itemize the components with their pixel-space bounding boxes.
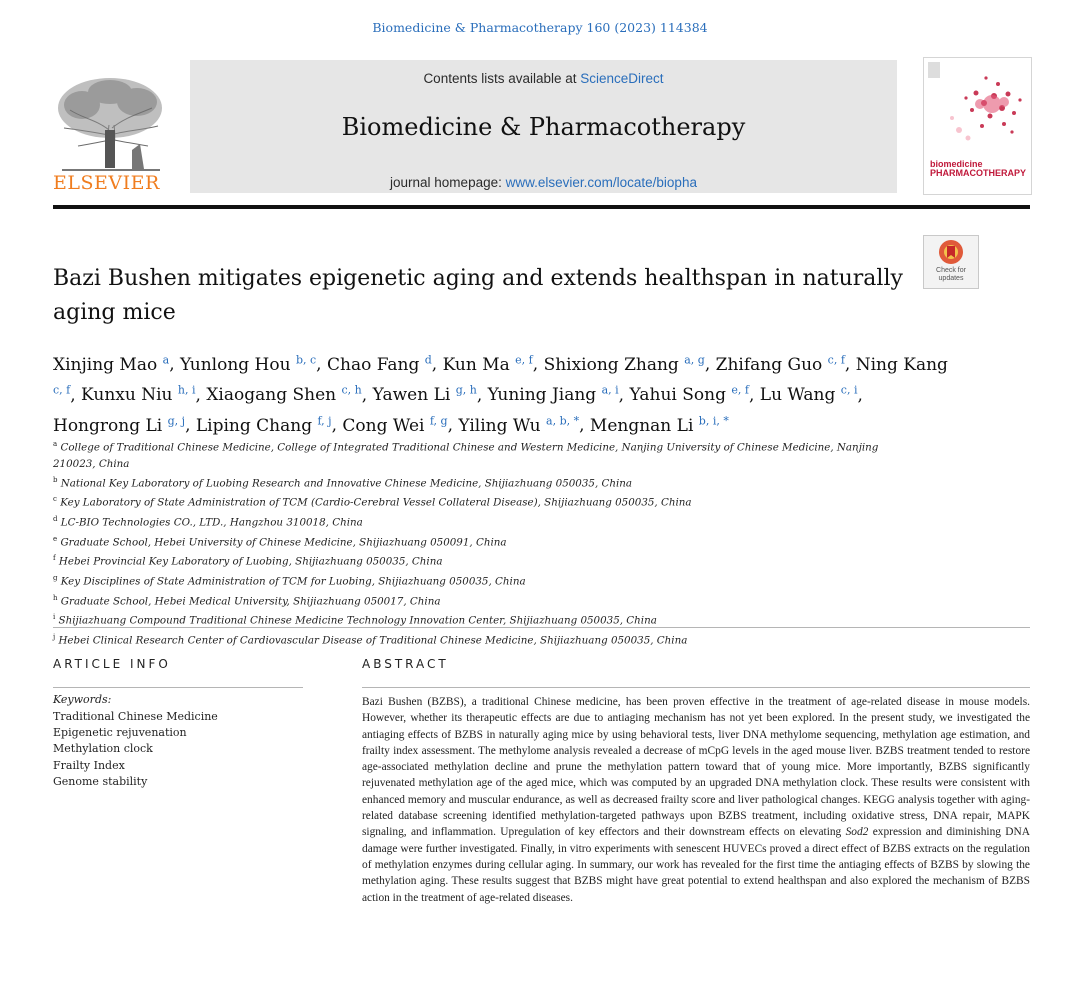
author-name[interactable] [53, 355, 169, 375]
author-name[interactable] [629, 385, 748, 405]
author-name-text[interactable]: Yiling Wu [458, 415, 541, 436]
header-divider [53, 205, 1030, 209]
author-affiliation-marker[interactable]: c, f [53, 383, 71, 397]
check-updates-line2: updates [938, 275, 964, 282]
section-divider [53, 627, 1030, 628]
cover-title-line2: PHARMACOTHERAPY [930, 168, 1027, 178]
affiliation-item [53, 629, 913, 649]
author-name-text[interactable]: Hongrong Li [53, 415, 163, 436]
author-name-text[interactable]: Cong Wei [342, 415, 425, 436]
affiliation-key: i [53, 613, 56, 622]
affiliation-item [53, 550, 913, 570]
affiliation-item [53, 511, 913, 531]
affiliation-text: Shijiazhuang Compound Traditional Chinese Medicine Technology Innovation Center, Shijiazhuang 050035, China [58, 614, 657, 627]
abstract-part2: expression and diminishing DNA damage were further investigated. Finally, in vitro experiments with senescent HUVECs proved a direct effect of BZBS extracts on the regulation of methylation enzymes during cellular aging. In summary, our work has revealed for the first time the antiaging effects of BZBS by slowing the methylation aging. These results suggest that BZBS might have great potential to extend healthspan and also explored the mechanism of BZBS action in the treatment of age-related diseases. [362, 826, 1030, 904]
author-name-text[interactable]: Xiaogang Shen [206, 385, 337, 406]
journal-cover-image[interactable] [923, 57, 1032, 195]
author-affiliation-marker[interactable]: a, g [684, 353, 705, 366]
abstract-part1: Bazi Bushen (BZBS), a traditional Chinese medicine, has been proven effective in the treatment of age-related disease in mouse models. However, whether its therapeutic effects are due to antiaging mechanism has not yet been explored. In the present study, we investigated the antiaging effects of BZBS in naturally aging mice by using behavioral tests, liver DNA methylome sequencing, methylation age estimation, and frailty index assessment. The methylome analysis revealed a decrease of mCpG levels in the aged mouse liver. BZBS treatment tended to restore age-associated methylation decline and prune the methylation pattern toward that of young mice. More importantly, BZBS significantly rejuvenated methylation age of the aged mice, which was computed by an upgraded DNA methylation clock. These results were consistent with enhanced memory and muscular endurance, as well as decreased frailty score and liver pathological changes. KEGG analysis together with aging-related database screening identified methylation-targeted pathways upon BZBS treatment, including oxidative stress, DNA repair, MAPK signaling, and inflammation. Upregulation of key effectors and their downstream effects on elevating [362, 696, 1030, 839]
affiliation-key: g [53, 573, 58, 582]
affiliation-text: Hebei Clinical Research Center of Cardiovascular Disease of Traditional Chinese Medicine, Shijiazhuang 050035, China [58, 634, 688, 647]
check-for-updates-badge[interactable] [923, 235, 979, 289]
author-name-text[interactable]: Kunxu Niu [81, 385, 173, 406]
author-affiliation-marker[interactable]: d [424, 353, 432, 366]
affiliation-text: LC-BIO Technologies CO., LTD., Hangzhou 310018, China [60, 516, 363, 529]
author-list: Xinjing Mao $^a$, Yunlong Hou $^{b, c}$, Chao Fang $^d$, Kun Ma $^{e, f}$, Shixiong Zhang $^{a, g}$, Zhifang Guo $^{c, f}$, Ning Kang $^{c, f}$, Kunxu Niu $^{h, i}$, Xiaogang Shen $^{c, h}$, Yawen Li $^{g, h}$, Yuning Jiang $^{a, i}$, Yahui Song $^{e, f}$, Lu Wang $^{c, i}$, Hongrong Li $^{g, j}$, Liping Chang $^{f, j}$, Cong Wei $^{f, g}$, Yiling Wu $^{a, b, *}$, Mengnan Li $^{b, i, *}$ [53, 353, 948, 436]
author-affiliation-marker[interactable]: c, h [341, 383, 362, 397]
affiliation-item [53, 590, 913, 610]
homepage-prefix: journal homepage: [390, 175, 506, 190]
contents-line [190, 71, 897, 86]
affiliation-item [53, 491, 913, 511]
keyword-item[interactable]: Genome stability [53, 774, 148, 788]
author-affiliation-marker[interactable]: f, j [317, 414, 332, 428]
keyword-item[interactable]: Epigenetic rejuvenation [53, 726, 187, 740]
affiliation-key: f [53, 554, 56, 563]
author-affiliation-marker[interactable]: b, i, * [698, 414, 729, 428]
author-name[interactable] [544, 355, 705, 375]
author-name[interactable] [716, 355, 845, 375]
affiliation-key: e [53, 534, 58, 543]
affiliation-text: Key Laboratory of State Administration of TCM (Cardio-Cerebral Vessel Collateral Disease), Shijiazhuang 050035, China [60, 496, 692, 509]
affiliation-key: b [53, 475, 58, 484]
check-updates-label [924, 267, 978, 283]
affiliation-text: National Key Laboratory of Luobing Research and Innovative Chinese Medicine, Shijiazhuang 050035, China [60, 477, 633, 490]
affiliation-key: c [53, 495, 57, 504]
author-affiliation-marker[interactable]: h, i [177, 383, 196, 397]
author-name[interactable] [180, 355, 316, 375]
author-affiliation-marker[interactable]: f, g [429, 414, 448, 428]
affiliation-key: d [53, 515, 58, 524]
author-affiliation-marker[interactable]: e, f [515, 353, 533, 366]
author-name-text[interactable]: Mengnan Li [589, 415, 694, 436]
check-updates-icon [924, 236, 978, 266]
author-name[interactable] [458, 416, 579, 436]
author-name[interactable] [327, 355, 432, 375]
abstract-rule [362, 687, 1030, 688]
cover-pattern [924, 58, 1031, 158]
affiliation-text: College of Traditional Chinese Medicine, College of Integrated Traditional Chinese and Western Medicine, Nanjing University of Chinese Medicine, Nanjing 210023, China [53, 441, 879, 470]
affiliation-text: Graduate School, Hebei Medical University, Shijiazhuang 050017, China [60, 595, 441, 607]
author-name[interactable] [590, 416, 729, 436]
author-affiliation-marker[interactable]: c, i [840, 383, 858, 397]
author-name[interactable] [53, 416, 185, 436]
author-affiliation-marker[interactable]: a, i [601, 383, 619, 397]
check-updates-line1: Check for [936, 267, 966, 274]
sciencedirect-link[interactable]: ScienceDirect [580, 71, 664, 86]
keyword-item[interactable]: Traditional Chinese Medicine [53, 710, 218, 723]
cover-title-line1: biomedicine [930, 159, 983, 169]
elsevier-wordmark: ELSEVIER [53, 172, 160, 194]
author-affiliation-marker[interactable]: g, h [455, 383, 477, 397]
author-affiliation-marker[interactable]: g, j [167, 414, 186, 428]
affiliation-item [53, 570, 913, 590]
paper-title: Bazi Bushen mitigates epigenetic aging and extends healthspan in naturally aging mice [53, 266, 903, 325]
cover-journal-name [930, 160, 1026, 178]
author-name-text[interactable]: Xinjing Mao [53, 354, 158, 375]
journal-citation[interactable]: Biomedicine & Pharmacotherapy 160 (2023) 114384 [372, 20, 708, 35]
keywords-list [53, 709, 218, 790]
affiliation-text: Hebei Provincial Key Laboratory of Luobing, Shijiazhuang 050035, China [58, 555, 443, 568]
author-affiliation-marker[interactable]: e, f [731, 383, 749, 397]
author-name-text[interactable]: Kun Ma [442, 354, 510, 375]
author-affiliation-marker[interactable]: b, c [295, 353, 317, 366]
article-info-heading: ARTICLE INFO [53, 657, 171, 671]
affiliation-text: Graduate School, Hebei University of Chinese Medicine, Shijiazhuang 050091, China [60, 536, 507, 549]
affiliation-key: h [53, 593, 58, 602]
author-name-text[interactable]: Liping Chang [195, 415, 313, 436]
affiliation-item [53, 472, 913, 492]
keyword-item[interactable]: Frailty Index [53, 758, 125, 772]
author-name[interactable] [760, 385, 858, 405]
affiliation-list [53, 436, 913, 648]
affiliation-item [53, 436, 913, 472]
affiliation-item [53, 609, 913, 629]
article-info-rule [53, 687, 303, 688]
contents-prefix: Contents lists available at [423, 71, 581, 86]
author-name[interactable] [206, 385, 361, 405]
abstract-heading: ABSTRACT [362, 657, 449, 671]
author-name-text[interactable]: Lu Wang [759, 385, 836, 406]
homepage-line [190, 175, 897, 190]
keywords-label: Keywords: [53, 693, 112, 706]
author-name-text[interactable]: Ning Kang [855, 354, 948, 375]
author-name[interactable] [81, 385, 195, 405]
journal-homepage-link[interactable]: www.elsevier.com/locate/biopha [505, 175, 697, 190]
affiliation-item [53, 531, 913, 551]
author-name-text[interactable]: Yawen Li [372, 385, 451, 406]
author-name-text[interactable]: Zhifang Guo [715, 354, 823, 375]
keyword-item[interactable]: Methylation clock [53, 742, 153, 756]
affiliation-text: Key Disciplines of State Administration of TCM for Luobing, Shijiazhuang 050035, China [60, 575, 526, 588]
author-name[interactable] [342, 416, 447, 436]
author-affiliation-marker[interactable]: a, b, * [546, 414, 580, 428]
author-name[interactable] [373, 385, 477, 405]
author-name-text[interactable]: Yahui Song [629, 385, 726, 406]
affiliation-key: j [53, 632, 56, 641]
author-name[interactable] [196, 416, 332, 436]
abstract-body [362, 694, 1030, 906]
author-affiliation-marker[interactable]: a [162, 353, 170, 366]
author-affiliation-marker[interactable]: c, f [827, 353, 845, 366]
author-name-text[interactable]: Chao Fang [326, 354, 420, 375]
author-name-text[interactable]: Yunlong Hou [180, 354, 291, 375]
journal-header-banner [190, 60, 897, 193]
author-name-text[interactable]: Shixiong Zhang [543, 354, 679, 375]
journal-title: Biomedicine & Pharmacotherapy [341, 113, 746, 141]
author-name-text[interactable]: Yuning Jiang [487, 385, 597, 406]
abstract-gene-name: Sod2 [845, 826, 869, 839]
author-name[interactable] [488, 385, 619, 405]
affiliation-key: a [53, 440, 58, 448]
author-name[interactable] [443, 355, 533, 375]
